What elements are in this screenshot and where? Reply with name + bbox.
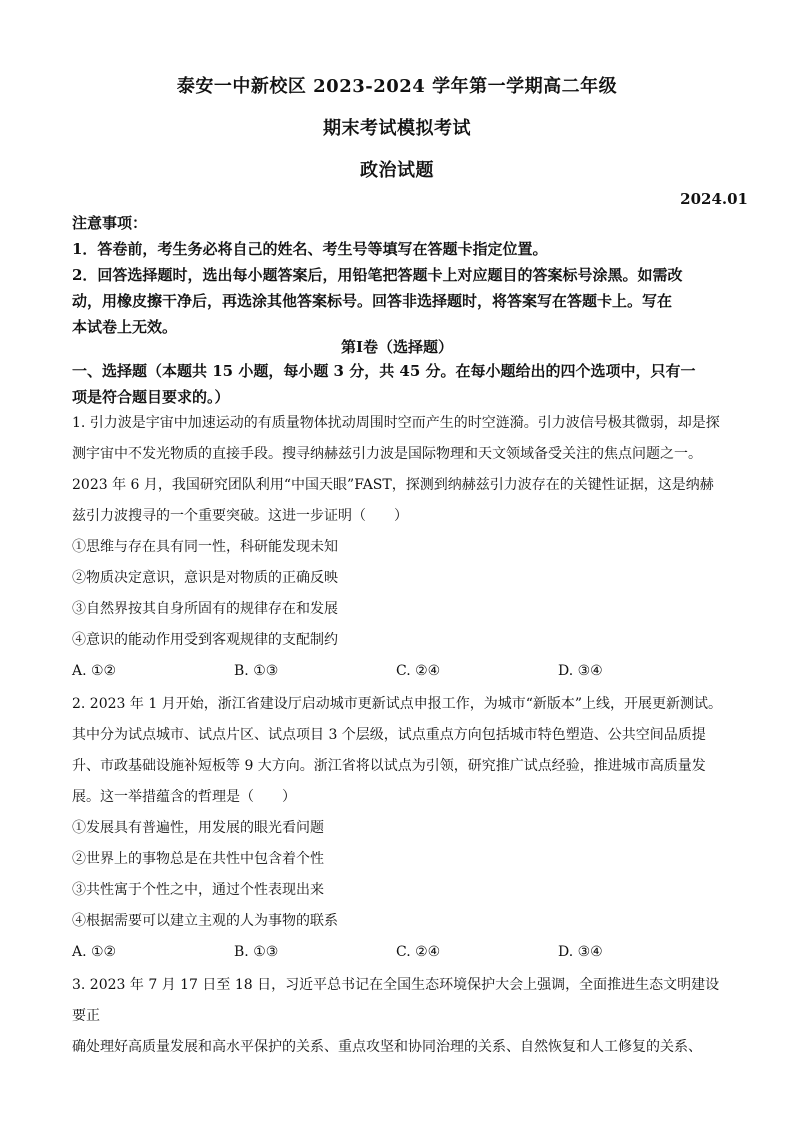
question-1-line-3: 2023 年 6 月，我国研究团队利用“中国天眼”FAST，探测到纳赫兹引力波存在的关键性证据，这是纳赫 xyxy=(72,477,714,493)
question-2-line-3: 升、市政基础设施补短板等 9 大方向。浙江省将以试点为引领，研究推广试点经验，推进城市高质量发 xyxy=(72,758,706,774)
question-3-line-1: 3. 2023 年 7 月 17 日至 18 日，习近平总书记在全国生态环境保护大会上强调，全面推进生态文明建设要正 xyxy=(72,977,720,1024)
question-2 xyxy=(72,689,724,968)
question-1-statement-1: ①思维与存在具有同一性，科研能发现未知 xyxy=(72,539,338,555)
option-c: C. ②④ xyxy=(396,944,441,960)
exam-title-type: 期末考试模拟考试 xyxy=(323,118,471,139)
question-2-options xyxy=(72,937,724,968)
option-b: B. ①③ xyxy=(234,663,279,679)
question-2-line-4: 展。这一举措蕴含的哲理是（ ） xyxy=(72,789,296,805)
question-1-line-1: 1. 引力波是宇宙中加速运动的有质量物体扰动周围时空而产生的时空涟漪。引力波信号极其微弱，却是探 xyxy=(72,415,720,431)
section-instructions-line-1: 一、选择题（本题共 15 小题，每小题 3 分，共 45 分。在每小题给出的四个选项中，只有一 xyxy=(72,362,696,380)
question-1-options xyxy=(72,656,724,687)
section-instructions xyxy=(72,358,724,410)
question-1-line-2: 测宇宙中不发光物质的直接手段。搜寻纳赫兹引力波是国际物理和天文领域备受关注的焦点问题之一。 xyxy=(72,446,702,462)
section-title: 第Ⅰ卷（选择题） xyxy=(340,338,454,356)
exam-title-subject: 政治试题 xyxy=(360,160,434,181)
question-2-statement-3: ③共性寓于个性之中，通过个性表现出来 xyxy=(72,882,324,898)
option-c: C. ②④ xyxy=(396,663,441,679)
notes-item-2-line-2: 动，用橡皮擦干净后，再选涂其他答案标号。回答非选择题时，将答案写在答题卡上。写在 xyxy=(72,292,673,310)
notes-item-2-line-1: 2．回答选择题时，选出每小题答案后，用铅笔把答题卡上对应题目的答案标号涂黑。如需改 xyxy=(72,266,683,284)
option-b: B. ①③ xyxy=(234,944,279,960)
question-1-statement-3: ③自然界按其自身所固有的规律存在和发展 xyxy=(72,601,338,617)
question-2-line-2: 其中分为试点城市、试点片区、试点项目 3 个层级，试点重点方向包括城市特色塑造、公共空间品质提 xyxy=(72,727,706,743)
section-instructions-line-2: 项是符合题目要求的。） xyxy=(72,388,230,406)
question-1-statement-4: ④意识的能动作用受到客观规律的支配制约 xyxy=(72,632,338,648)
question-2-statement-2: ②世界上的事物总是在共性中包含着个性 xyxy=(72,851,324,867)
question-3 xyxy=(72,970,724,1063)
question-2-statement-1: ①发展具有普遍性，用发展的眼光看问题 xyxy=(72,820,324,836)
question-1-statement-2: ②物质决定意识，意识是对物质的正确反映 xyxy=(72,570,338,586)
question-1-line-4: 兹引力波搜寻的一个重要突破。这进一步证明（ ） xyxy=(72,508,408,524)
question-3-line-2: 确处理好高质量发展和高水平保护的关系、重点攻坚和协同治理的关系、自然恢复和人工修复的关系、 xyxy=(72,1039,702,1055)
notes-heading: 注意事项： xyxy=(72,214,148,232)
question-1 xyxy=(72,408,724,687)
question-2-statement-4: ④根据需要可以建立主观的人为事物的联系 xyxy=(72,913,338,929)
notes-item-1: 1．答卷前，考生务必将自己的姓名、考生号等填写在答题卡指定位置。 xyxy=(72,240,548,258)
exam-date: 2024.01 xyxy=(680,190,748,208)
notes-block xyxy=(72,210,724,340)
notes-item-2-line-3: 本试卷上无效。 xyxy=(72,318,178,336)
option-d: D. ③④ xyxy=(558,663,603,679)
exam-title-school: 泰安一中新校区 2023-2024 学年第一学期高二年级 xyxy=(176,76,618,97)
option-d: D. ③④ xyxy=(558,944,603,960)
option-a: A. ①② xyxy=(72,944,117,960)
option-a: A. ①② xyxy=(72,663,117,679)
question-2-line-1: 2. 2023 年 1 月开始，浙江省建设厅启动城市更新试点申报工作，为城市“新版本”上线，开展更新测试。 xyxy=(72,696,723,712)
